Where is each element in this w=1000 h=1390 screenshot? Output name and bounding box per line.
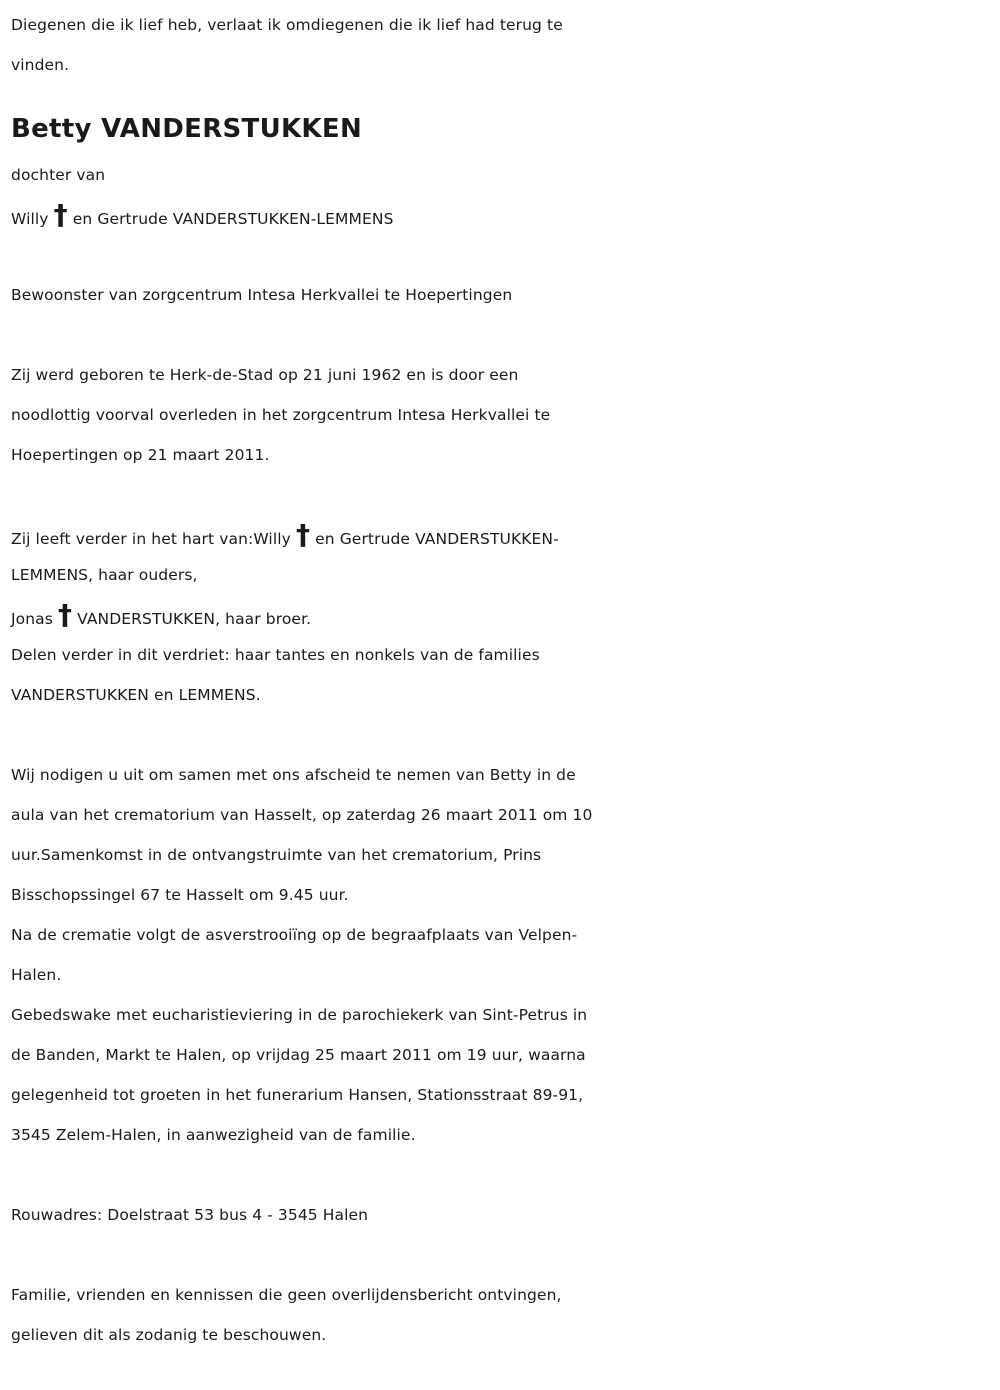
quote-line-2: vinden. xyxy=(11,56,70,74)
ceremony-line-8: de Banden, Markt te Halen, op vrijdag 25 maart 2011 om 19 uur, waarna xyxy=(11,1046,586,1064)
ceremony-line-7: Gebedswake met eucharistieviering in de parochiekerk van Sint-Petrus in xyxy=(11,1006,588,1024)
survivors-line-1-post: en Gertrude VANDERSTUKKEN- xyxy=(315,530,559,548)
ceremony-line-6: Halen. xyxy=(11,966,62,984)
survivors-line-2: LEMMENS, haar ouders, xyxy=(11,566,198,584)
survivors-line-3-post: VANDERSTUKKEN, haar broer. xyxy=(77,610,312,628)
quote-line-1: Diegenen die ik lief heb, verlaat ik omdiegenen die ik lief had terug te xyxy=(11,16,563,34)
cross-icon: † xyxy=(57,598,73,631)
ceremony-line-9: gelegenheid tot groeten in het funerarium Hansen, Stationsstraat 89-91, xyxy=(11,1086,584,1104)
survivors-line-4: Delen verder in dit verdriet: haar tantes en nonkels van de families xyxy=(11,646,540,664)
ceremony-line-1: Wij nodigen u uit om samen met ons afscheid te nemen van Betty in de xyxy=(11,766,576,784)
parents xyxy=(11,155,1000,235)
ceremony-paragraph xyxy=(11,755,1000,1155)
father-name: Willy xyxy=(11,210,49,228)
birth-death-line-3: Hoepertingen op 21 maart 2011. xyxy=(11,446,270,464)
cross-icon: † xyxy=(53,198,68,231)
ceremony-line-2: aula van het crematorium van Hasselt, op zaterdag 26 maart 2011 om 10 xyxy=(11,806,593,824)
ceremony-line-4: Bisschopssingel 67 te Hasselt om 9.45 uur. xyxy=(11,886,349,904)
deceased-name: Betty VANDERSTUKKEN xyxy=(11,114,362,144)
closing-line-1: Familie, vrienden en kennissen die geen overlijdensbericht ontvingen, xyxy=(11,1286,562,1304)
birth-death-paragraph xyxy=(11,355,1000,475)
survivors-line-1 xyxy=(11,515,1000,555)
cross-icon: † xyxy=(295,518,311,551)
birth-death-line-1: Zij werd geboren te Herk-de-Stad op 21 juni 1962 en is door een xyxy=(11,366,519,384)
survivors-line-3 xyxy=(11,595,1000,635)
survivors-paragraph xyxy=(11,515,1000,715)
ceremony-line-3: uur.Samenkomst in de ontvangstruimte van het crematorium, Prins xyxy=(11,846,542,864)
ceremony-line-10: 3545 Zelem-Halen, in aanwezigheid van de familie. xyxy=(11,1126,416,1144)
mother-name: en Gertrude VANDERSTUKKEN-LEMMENS xyxy=(72,210,394,228)
parents-names xyxy=(11,195,1000,235)
mourning-address: Rouwadres: Doelstraat 53 bus 4 - 3545 Halen xyxy=(11,1206,369,1224)
closing-paragraph xyxy=(11,1275,1000,1355)
survivors-line-1-pre: Zij leeft verder in het hart van:Willy xyxy=(11,530,291,548)
birth-death-line-2: noodlottig voorval overleden in het zorgcentrum Intesa Herkvallei te xyxy=(11,406,551,424)
ceremony-line-5: Na de crematie volgt de asverstrooiïng op de begraafplaats van Velpen- xyxy=(11,926,578,944)
survivors-line-5: VANDERSTUKKEN en LEMMENS. xyxy=(11,686,261,704)
survivors-line-3-pre: Jonas xyxy=(11,610,53,628)
residence: Bewoonster van zorgcentrum Intesa Herkvallei te Hoepertingen xyxy=(11,286,513,304)
parents-intro: dochter van xyxy=(11,166,106,184)
closing-line-2: gelieven dit als zodanig te beschouwen. xyxy=(11,1326,327,1344)
quote xyxy=(11,5,1000,85)
